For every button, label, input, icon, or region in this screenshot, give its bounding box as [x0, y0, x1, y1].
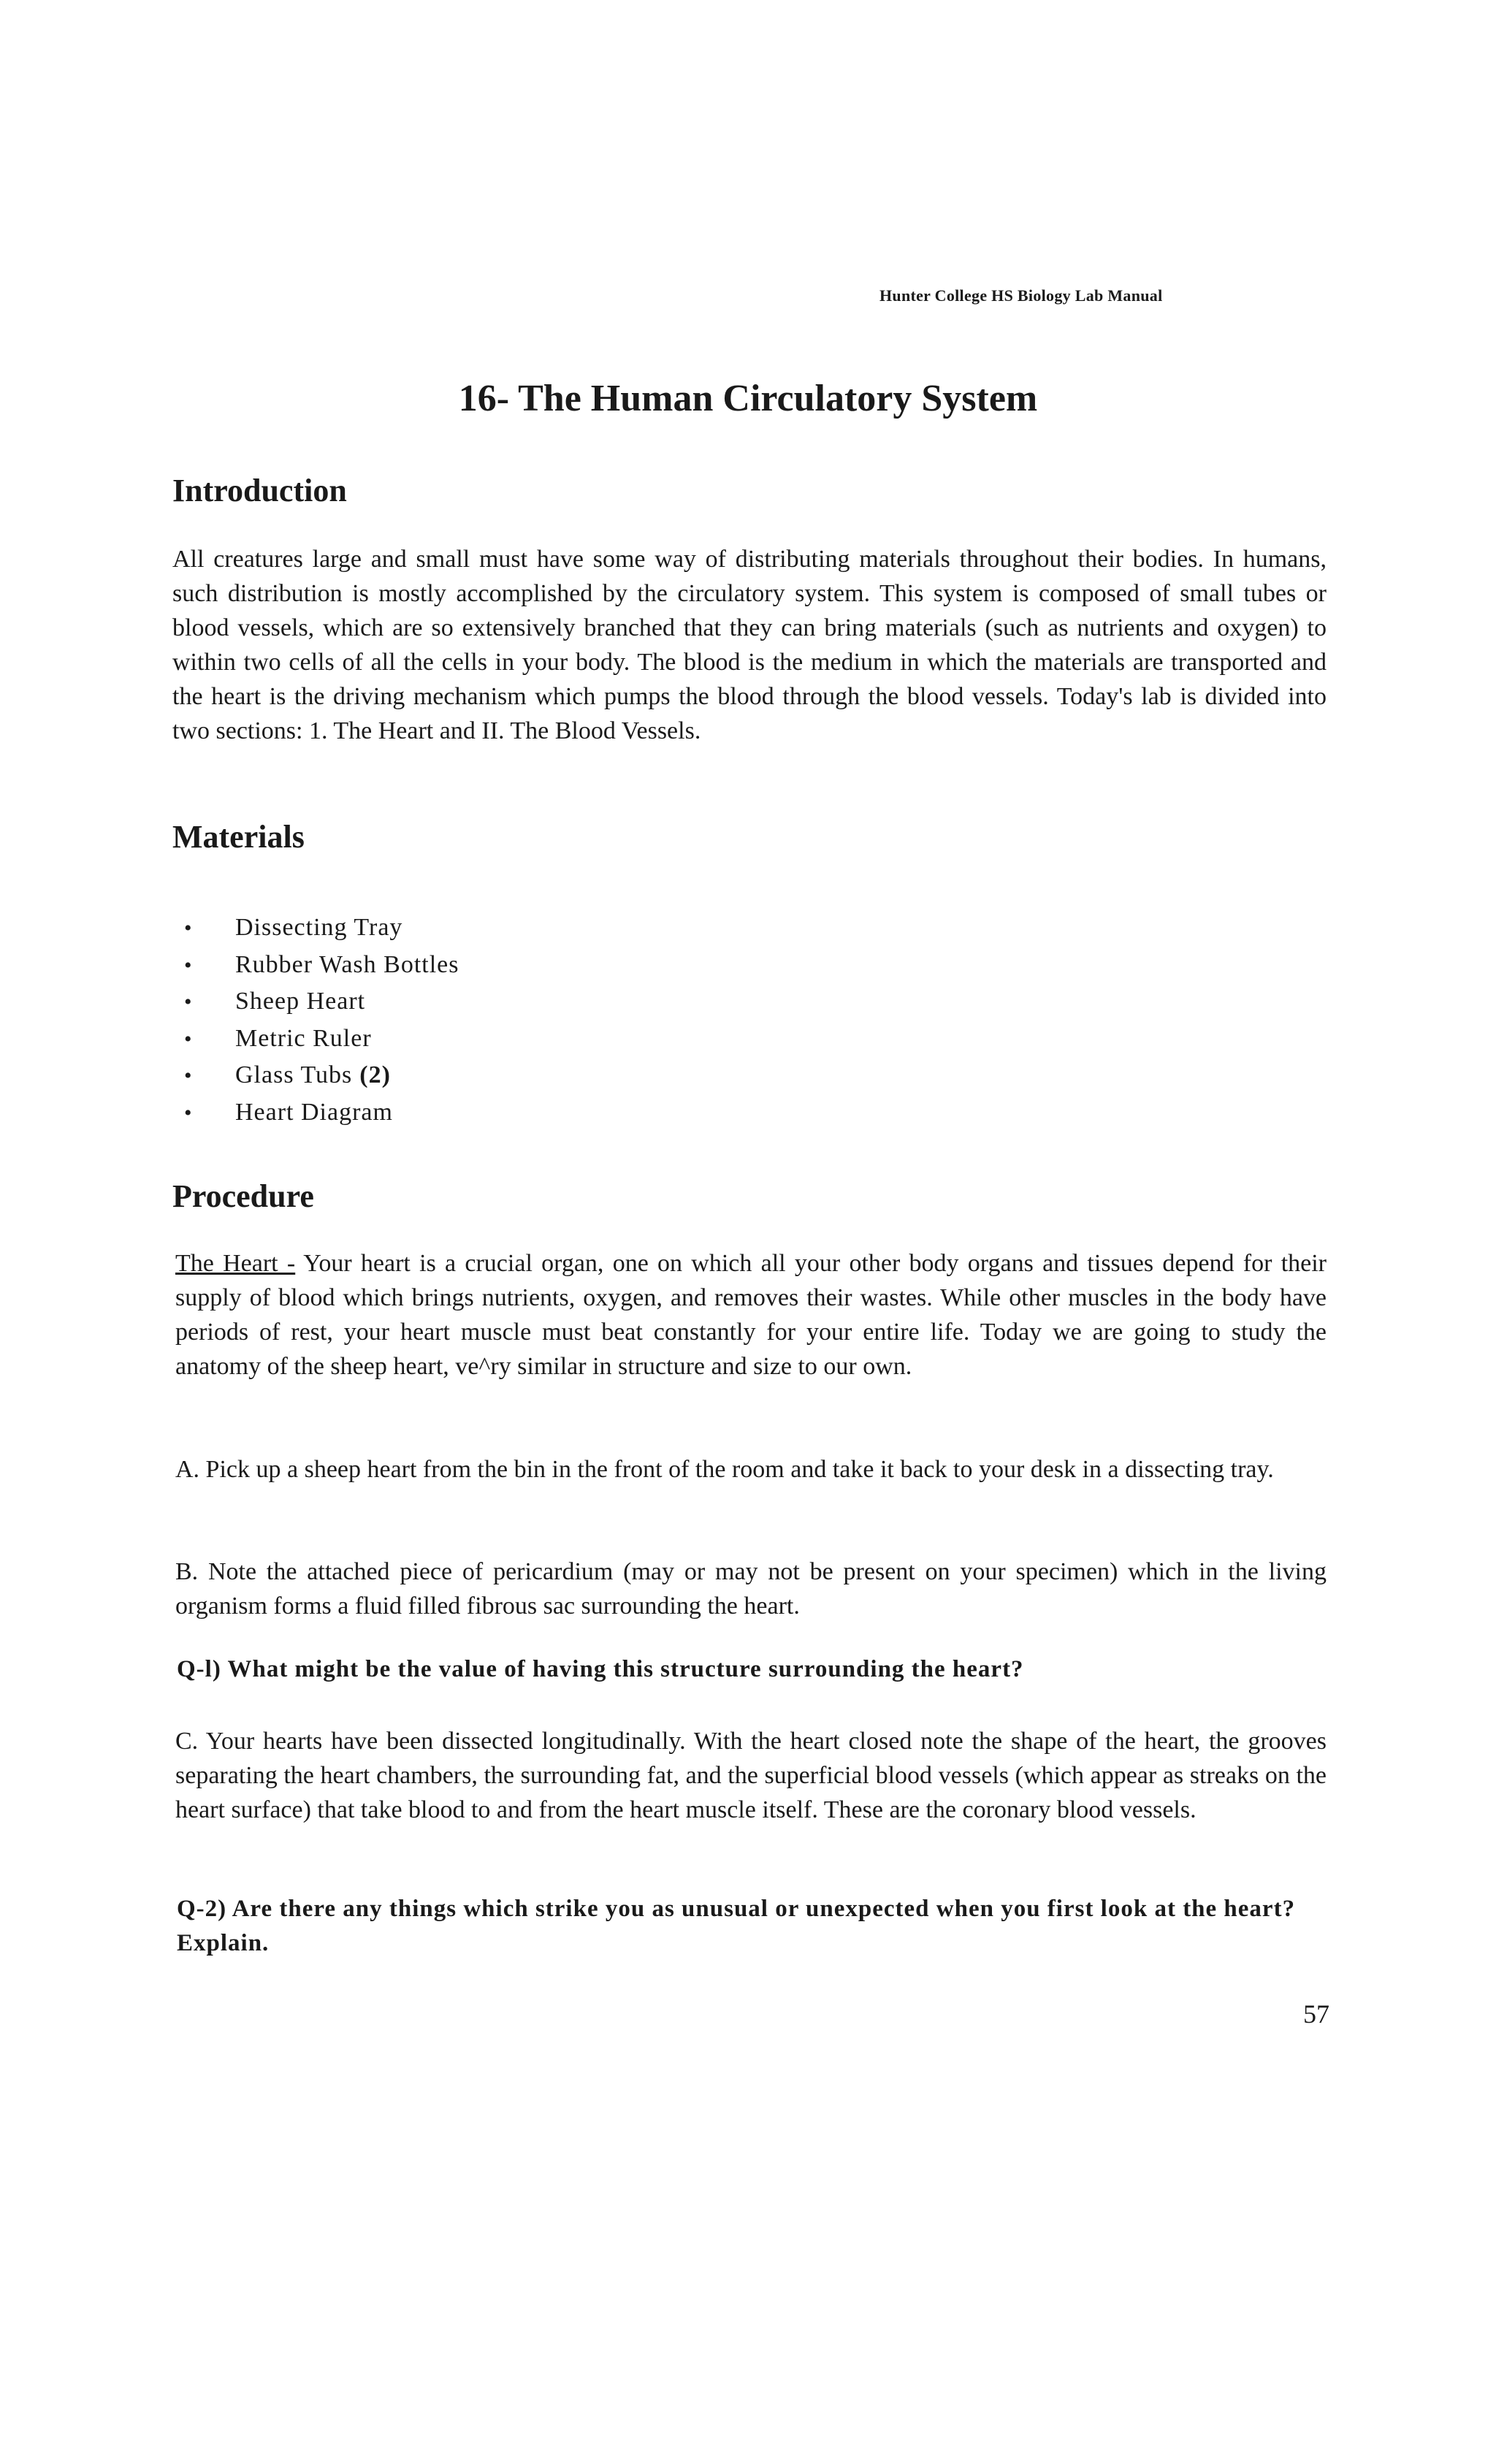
introduction-paragraph: All creatures large and small must have some way of distributing materials throughout their bodies. In humans, such distribution is mostly accomplished by the circulatory system. This system is composed of small tubes or blood vessels, which are so extensively branched that they can bring materials (such as nutrients and oxygen) to within two cells of all the cells in your body. The blood is the medium in which the materials are transported and the heart is the driving mechanism which pumps the blood through the blood vessels. Today's lab is divided into two sections: 1. The Heart and II. The Blood Vessels.	[172, 546, 1327, 744]
bullet-icon: •	[184, 1064, 193, 1088]
material-label: Sheep Heart	[235, 988, 366, 1015]
material-quantity: (2)	[359, 1061, 391, 1089]
material-label: Heart Diagram	[235, 1098, 393, 1126]
bullet-icon: •	[184, 916, 193, 940]
bullet-icon: •	[184, 953, 193, 977]
heart-text: Your heart is a crucial organ, one on which all your other body organs and tissues depend for their supply of blood which brings nutrients, oxygen, and removes their wastes. While other muscles in the body have periods of rest, your heart muscle must beat constantly for your entire life. Today we are going to study the anatomy of the sheep heart, ve^ry similar in structure and size to our own.	[175, 1250, 1327, 1380]
heart-paragraph	[175, 1246, 1327, 1384]
step-a-paragraph: A. Pick up a sheep heart from the bin in the front of the room and take it back to your desk in a dissecting tray.	[175, 1456, 1274, 1483]
material-label: Glass Tubs	[235, 1061, 353, 1089]
material-label: Dissecting Tray	[235, 914, 403, 941]
question-1: Q-l) What might be the value of having this structure surrounding the heart?	[177, 1656, 1024, 1682]
list-item	[184, 983, 459, 1021]
page-title: 16- The Human Circulatory System	[458, 378, 1038, 419]
bullet-icon: •	[184, 990, 193, 1015]
list-item	[184, 909, 459, 947]
procedure-heading: Procedure	[172, 1178, 314, 1214]
material-label: Rubber Wash Bottles	[235, 950, 459, 978]
running-header: Hunter College HS Biology Lab Manual	[879, 286, 1163, 305]
introduction-heading: Introduction	[172, 473, 347, 508]
list-item	[184, 1094, 459, 1132]
materials-heading: Materials	[172, 819, 305, 855]
list-item	[184, 947, 459, 984]
heart-label: The Heart -	[175, 1250, 296, 1277]
page-number: 57	[1303, 1999, 1329, 2029]
bullet-icon: •	[184, 1026, 193, 1051]
question-2: Q-2) Are there any things which strike you as unusual or unexpected when you first look at the heart? Explain.	[177, 1896, 1296, 1956]
list-item	[184, 1021, 459, 1058]
materials-list	[184, 909, 459, 1132]
step-b-paragraph: B. Note the attached piece of pericardium (may or may not be present on your specimen) which in the living organism forms a fluid filled fibrous sac surrounding the heart.	[175, 1558, 1327, 1620]
list-item	[184, 1057, 459, 1094]
bullet-icon: •	[184, 1100, 193, 1125]
material-label: Metric Ruler	[235, 1024, 372, 1052]
step-c-paragraph: C. Your hearts have been dissected longitudinally. With the heart closed note the shape of the heart, the grooves separating the heart chambers, the surrounding fat, and the superficial blood vessels (which appear as streaks on the heart surface) that take blood to and from the heart muscle itself. These are the coronary blood vessels.	[175, 1728, 1327, 1823]
